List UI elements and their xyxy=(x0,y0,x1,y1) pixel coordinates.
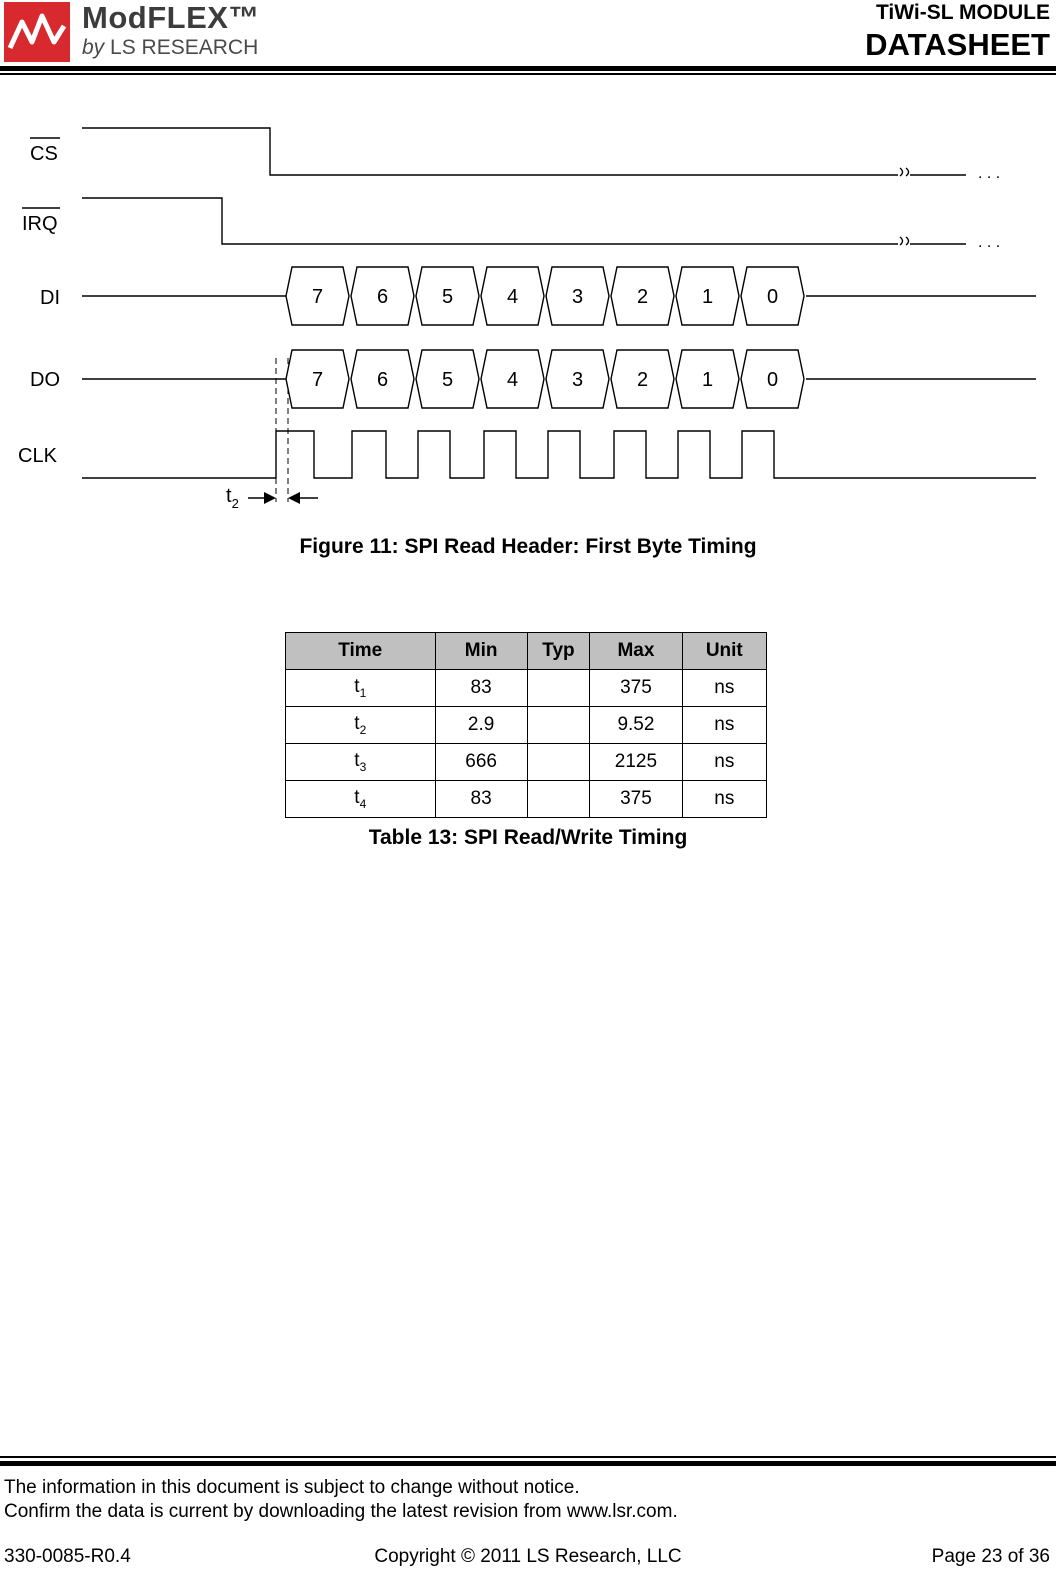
col-header-unit: Unit xyxy=(682,633,766,670)
do-bit-label: 7 xyxy=(311,369,324,391)
table-row xyxy=(286,744,767,781)
t2-label-sub: 2 xyxy=(231,496,239,511)
col-header-min: Min xyxy=(435,633,527,670)
table-row xyxy=(286,670,767,707)
di-label: DI xyxy=(40,287,60,309)
cell-param xyxy=(286,744,436,781)
t2-arrow-left-icon xyxy=(288,492,300,504)
cell-max: 375 xyxy=(590,781,682,818)
do-bit-label: 4 xyxy=(506,369,519,391)
cell-unit: ns xyxy=(682,670,766,707)
doc-type: DATASHEET xyxy=(865,27,1050,62)
header-rule-thick xyxy=(0,66,1056,71)
di-bit-label: 5 xyxy=(441,286,454,308)
cs-label: CS xyxy=(30,143,58,165)
di-bit-label: 0 xyxy=(766,286,779,308)
irq-break-icon xyxy=(900,237,909,245)
cell-typ xyxy=(527,707,590,744)
di-bit-label: 3 xyxy=(571,286,584,308)
cell-param xyxy=(286,781,436,818)
param-sub: 1 xyxy=(359,685,367,700)
di-bit-cells xyxy=(286,267,804,325)
footer-notice xyxy=(4,1476,678,1524)
document-number: 330-0085-R0.4 xyxy=(4,1546,131,1567)
table-header-row xyxy=(286,633,767,670)
do-label: DO xyxy=(30,369,60,391)
cell-typ xyxy=(527,744,590,781)
document-title xyxy=(865,0,1050,64)
param-sub: 2 xyxy=(359,722,367,737)
di-bit-label: 6 xyxy=(376,286,389,308)
cell-unit: ns xyxy=(682,781,766,818)
irq-label: IRQ xyxy=(22,213,58,235)
irq-ellipsis: . . . xyxy=(978,234,1001,251)
table-row xyxy=(286,707,767,744)
param-base: t xyxy=(354,713,360,735)
do-bit-label: 5 xyxy=(441,369,454,391)
cs-waveform xyxy=(82,128,898,175)
di-bit-label: 2 xyxy=(636,286,649,308)
brand-subtitle-by: by xyxy=(82,36,105,59)
footer-rule-thin xyxy=(0,1456,1056,1458)
cell-min: 2.9 xyxy=(435,707,527,744)
clk-label: CLK xyxy=(18,445,57,467)
di-bit-label: 4 xyxy=(506,286,519,308)
do-bit-label: 3 xyxy=(571,369,584,391)
footer-notice-line2: Confirm the data is current by downloading the latest revision from www.lsr.com. xyxy=(4,1501,678,1522)
cell-max: 9.52 xyxy=(590,707,682,744)
cell-min: 666 xyxy=(435,744,527,781)
cell-unit: ns xyxy=(682,744,766,781)
page-number: Page 23 of 36 xyxy=(931,1546,1050,1567)
cell-param xyxy=(286,670,436,707)
cell-min: 83 xyxy=(435,781,527,818)
do-bit-label: 2 xyxy=(636,369,649,391)
param-sub: 3 xyxy=(359,759,367,774)
di-bit-label: 7 xyxy=(311,286,324,308)
cell-unit: ns xyxy=(682,707,766,744)
cell-max: 375 xyxy=(590,670,682,707)
cell-typ xyxy=(527,670,590,707)
spi-timing-table xyxy=(285,632,767,818)
cell-max: 2125 xyxy=(590,744,682,781)
do-bit-label: 0 xyxy=(766,369,779,391)
do-bit-cells xyxy=(286,350,804,408)
brand-subtitle xyxy=(82,36,258,60)
table-caption: Table 13: SPI Read/Write Timing xyxy=(368,826,688,849)
footer-notice-line1: The information in this document is subject to change without notice. xyxy=(4,1477,580,1498)
param-sub: 4 xyxy=(359,796,367,811)
module-name: TiWi-SL MODULE xyxy=(875,1,1050,24)
di-bit-label: 1 xyxy=(701,286,714,308)
param-base: t xyxy=(354,676,360,698)
header-rule-thin xyxy=(0,73,1056,75)
param-base: t xyxy=(354,787,360,809)
clk-waveform xyxy=(82,431,1036,478)
t2-arrow-right-icon xyxy=(264,492,276,504)
table-row xyxy=(286,781,767,818)
col-header-max: Max xyxy=(590,633,682,670)
cell-param xyxy=(286,707,436,744)
footer-rule-thick xyxy=(0,1461,1056,1466)
cs-break-icon xyxy=(900,168,909,176)
cell-typ xyxy=(527,781,590,818)
t2-label xyxy=(226,485,239,511)
figure-caption: Figure 11: SPI Read Header: First Byte Timing xyxy=(299,535,757,558)
irq-waveform xyxy=(82,198,898,244)
do-bit-label: 1 xyxy=(701,369,714,391)
param-base: t xyxy=(354,750,360,772)
spi-timing-diagram xyxy=(0,110,1056,530)
do-bit-label: 6 xyxy=(376,369,389,391)
cs-ellipsis: . . . xyxy=(978,165,1001,182)
copyright: Copyright © 2011 LS Research, LLC xyxy=(374,1546,682,1567)
cell-min: 83 xyxy=(435,670,527,707)
col-header-typ: Typ xyxy=(527,633,590,670)
brand-subtitle-company: LS RESEARCH xyxy=(104,36,259,59)
t2-label-base: t xyxy=(226,485,232,507)
modflex-logo-icon xyxy=(4,2,70,62)
col-header-time: Time xyxy=(286,633,436,670)
brand-name: ModFLEX™ xyxy=(82,0,260,35)
